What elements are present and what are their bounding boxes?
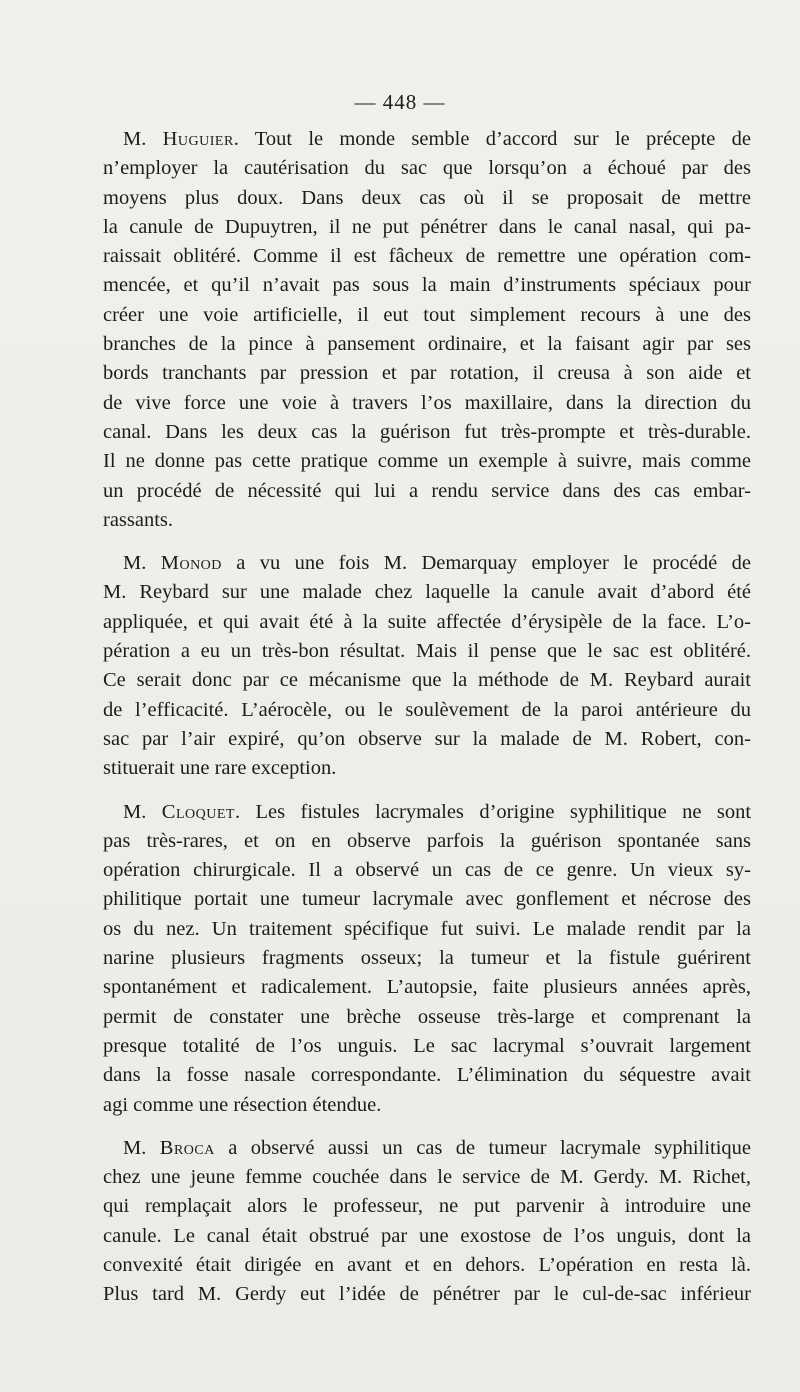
text-line: narine plusieurs fragments osseux; la tumeur et la fistule guérirent <box>103 947 751 970</box>
speaker-name: Cloquet <box>161 800 235 823</box>
paragraph-cloquet <box>103 798 751 1120</box>
speaker-name: Monod <box>160 552 222 575</box>
text-line: philitique portait une tumeur lacrymale avec gonflement et nécrose des <box>103 888 751 911</box>
text-line: convexité était dirigée en avant et en dehors. L’opération en resta là. <box>103 1253 751 1276</box>
speaker-name: Broca <box>159 1136 215 1159</box>
text-line: opération chirurgicale. Il a observé un cas de ce genre. Un vieux sy- <box>103 859 751 882</box>
text-line: rassants. <box>103 508 174 531</box>
text-line: mencée, et qu’il n’avait pas sous la main d’instruments spéciaux pour <box>103 274 751 297</box>
text-line: canal. Dans les deux cas la guérison fut très-prompte et très-durable. <box>103 420 751 443</box>
text-line: créer une voie artificielle, il eut tout simplement recours à une des <box>103 303 751 326</box>
text-line: pération a eu un très-bon résultat. Mais il pense que le sac est oblitéré. <box>103 640 751 663</box>
text-line: os du nez. Un traitement spécifique fut suivi. Le malade rendit par la <box>103 917 751 940</box>
text-line: agi comme une résection étendue. <box>103 1093 382 1116</box>
text-line: Il ne donne pas cette pratique comme un exemple à suivre, mais comme <box>103 450 751 473</box>
page-body <box>103 125 751 1324</box>
text-line: M. Cloquet. Les fistules lacrymales d’origine syphilitique ne sont <box>123 800 751 823</box>
text-line: M. Huguier. Tout le monde semble d’accord sur le précepte de <box>123 128 751 150</box>
text-line: M. Broca a observé aussi un cas de tumeur lacrymale syphilitique <box>123 1136 751 1159</box>
text-line: chez une jeune femme couchée dans le service de M. Gerdy. M. Richet, <box>103 1166 751 1189</box>
text-line: dans la fosse nasale correspondante. L’élimination du séquestre avait <box>103 1064 751 1087</box>
text-line: canule. Le canal était obstrué par une exostose de l’os unguis, dont la <box>103 1224 751 1247</box>
text-line: M. Monod a vu une fois M. Demarquay employer le procédé de <box>123 552 751 575</box>
text-line: branches de la pince à pansement ordinaire, et la faisant agir par ses <box>103 333 751 356</box>
text-line: pas très-rares, et on en observe parfois la guérison spontanée sans <box>103 829 751 852</box>
text-line: appliquée, et qui avait été à la suite affectée d’érysipèle de la face. L’o- <box>103 610 751 633</box>
text-line: Plus tard M. Gerdy eut l’idée de pénétrer par le cul-de-sac inférieur <box>103 1283 751 1306</box>
text-line: Ce serait donc par ce mécanisme que la méthode de M. Reybard aurait <box>103 669 751 692</box>
speaker-name: Huguier <box>162 128 234 150</box>
text-line: raissait oblitéré. Comme il est fâcheux de remettre une opération com- <box>103 245 751 268</box>
text-line: bords tranchants par pression et par rotation, il creusa à son aide et <box>103 362 751 385</box>
text-line: qui remplaçait alors le professeur, ne put parvenir à introduire une <box>103 1195 751 1218</box>
text-line: n’employer la cautérisation du sac que lorsqu’on a échoué par des <box>103 157 751 180</box>
page-number: — 448 — <box>354 90 446 114</box>
text-line: M. Reybard sur une malade chez laquelle la canule avait d’abord été <box>103 581 751 604</box>
text-line: spontanément et radicalement. L’autopsie, faite plusieurs années après, <box>103 976 751 999</box>
text-line: moyens plus doux. Dans deux cas où il se proposait de mettre <box>103 186 751 209</box>
text-line: de vive force une voie à travers l’os maxillaire, dans la direction du <box>103 391 751 414</box>
text-line: presque totalité de l’os unguis. Le sac lacrymal s’ouvrait largement <box>103 1034 751 1057</box>
paragraph-monod <box>103 549 751 783</box>
text-line: sac par l’air expiré, qu’on observe sur la malade de M. Robert, con- <box>103 727 751 750</box>
text-line: de l’efficacité. L’aérocèle, ou le soulèvement de la paroi antérieure du <box>103 698 751 721</box>
text-line: stituerait une rare exception. <box>103 757 337 780</box>
text-line: un procédé de nécessité qui lui a rendu service dans des cas embar- <box>103 479 751 502</box>
paragraph-huguier <box>103 125 751 535</box>
text-line: la canule de Dupuytren, il ne put pénétrer dans le canal nasal, qui pa- <box>103 215 751 238</box>
text-line: permit de constater une brèche osseuse très-large et comprenant la <box>103 1005 751 1028</box>
paragraph-broca <box>103 1134 751 1310</box>
